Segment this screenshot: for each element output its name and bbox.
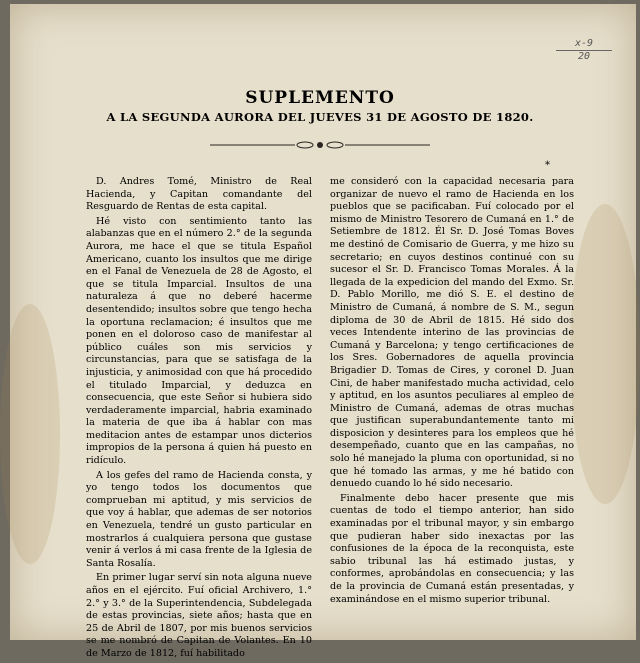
- right-column: [330, 176, 574, 608]
- paper-stain: [0, 304, 60, 564]
- left-column: [86, 176, 312, 663]
- paper-stain: [570, 204, 640, 504]
- paragraph: me consideró con la capacidad necesaria para organizar de nuevo el ramo de Hacienda en los pueblos que se pacificaban. Fuí colocado por el mismo de Ministro Tesorero de Cumaná en 1.° de Setiembre de 1812. Él Sr. D. José Tomas Boves me destinó de Comisario de Guerra, y me hizo su secretario; en cuyos destinos continué con su sucesor el Sr. D. Francisco Tomas Morales. Á la llegada de la expedicion del mando del Exmo. Sr. D. Pablo Morillo, me dió S. E. el destino de Ministro de Cumaná, á nombre de S. M., segun diploma de 30 de Abril de 1815. Hé sido dos veces Intendente interino de las provincias de Cumaná y Barcelona; y tengo certificaciones de los Sres. Gobernadores de aquella provincia Brigadier D. Tomas de Cires, y coronel D. Juan Cini, de haber manifestado mucha actividad, celo y aptitud, en los asuntos peculiares al empleo de Ministro de Cumaná, ademas de otras muchas que justifican superabundantemente tanto mi disposicion y desinteres para los empleos que hé desempeñado, cuanto que en las campañas, no solo hé manejado la pluma con oportunidad, si no que hé tomado las armas, y me hé batido con denuedo cuando lo hé sido necesario.: [330, 176, 574, 490]
- page-subtitle: A LA SEGUNDA AURORA DEL JUEVES 31 DE AGOSTO DE 1820.: [106, 110, 534, 124]
- page-title: SUPLEMENTO: [245, 88, 395, 108]
- paragraph: Finalmente debo hacer presente que mis cuentas de todo el tiempo anterior, han sido examinadas por el tribunal mayor, y sin embargo que pudieran haber sido inexactas por las confusiones de la época de la reconquista, este sabio tribunal las há estimado justas, y conformes, aprobándolas en consecuencia; y las de la provincia de Cumaná están presentadas, y examinándose en el mismo superior tribunal.: [330, 492, 574, 605]
- handnote-line: x-9: [574, 38, 594, 49]
- ornamental-rule: [210, 140, 430, 150]
- paragraph: D. Andres Tomé, Ministro de Real Hacienda, y Capitan comandante del Resguardo de Rentas de esta capital.: [86, 176, 312, 213]
- paragraph: En primer lugar serví sin nota alguna nueve años en el ejército. Fuí oficial Archivero, 1.° 2.° y 3.° de la Superintendencia, Subdelegada de estas provincias, siete años; hasta que en 25 de Abril de 1807, por mis buenos servicios se me nombró de Capitan de Volantes. En 10 de Marzo de 1812, fuí habilitado: [86, 572, 312, 659]
- paragraph: Hé visto con sentimiento tanto las alabanzas que en el número 2.° de la segunda Aurora, me hace el que se titula Español Americano, cuanto los insultos que me dirige en el Fanal de Venezuela de 28 de Agosto, el que se titula Imparcial. Insultos de una naturaleza á que no deberé hacerme desentendido; insultos sobre que tengo hecha la oportuna reclamacion; é insultos que me ponen en el doloroso caso de manifestar al público cuáles son mis servicios y circunstancias, para que se satisfaga de la injusticia, y animosidad con que há procedido el titulado Imparcial, y deduzca en consecuencia, que este Señor si hubiera sido verdaderamente imparcial, habria examinado la materia de que iba á hablar con mas meditacion antes de estampar unos dicterios impropios de la persona á quien há puesto en ridículo.: [86, 215, 312, 467]
- paragraph: A los gefes del ramo de Hacienda consta, y yo tengo todos los documentos que comprueban mi aptitud, y mis servicios de que voy á hablar, que ademas de ser notorios en Venezuela, tendré un gusto particular en mostrarlos á cualquiera persona que gustase venir á verlos á mi casa frente de la Iglesia de Santa Rosalía.: [86, 469, 312, 569]
- handwritten-catalog-note: [556, 38, 612, 63]
- handnote-line: 20: [556, 50, 612, 63]
- page-mark: *: [545, 160, 550, 171]
